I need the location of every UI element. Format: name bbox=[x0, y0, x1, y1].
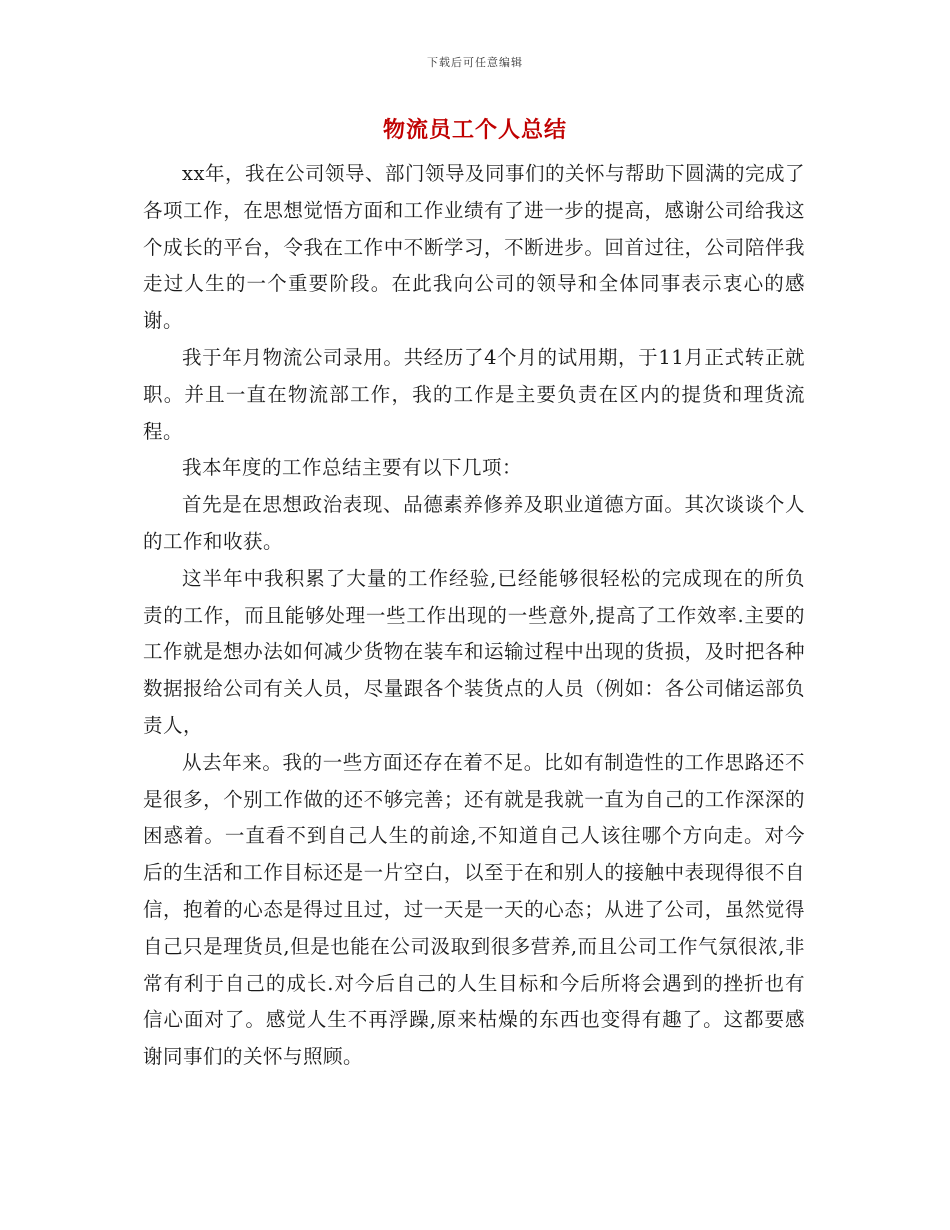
document-title: 物流员工个人总结 bbox=[382, 118, 567, 143]
document-body bbox=[143, 156, 805, 1076]
paragraph-intro: xx年，我在公司领导、部门领导及同事们的关怀与帮助下圆满的完成了各项工作，在思想觉悟方面和工作业绩有了进一步的提高，感谢公司给我这个成长的平台，令我在工作中不断学习，不断进步。回首过往，公司陪伴我走过人生的一个重要阶段。在此我向公司的领导和全体同事表示衷心的感谢。 bbox=[143, 162, 805, 333]
page-header: 下载后可任意编辑 bbox=[427, 56, 523, 69]
paragraph-shortcomings: 从去年来。我的一些方面还存在着不足。比如有制造性的工作思路还不是很多，个别工作做的还不够完善；还有就是我就一直为自己的工作深深的困惑着。一直看不到自己人生的前途,不知道自己人该往哪个方向走。对今后的生活和工作目标还是一片空白，以至于在和别人的接触中表现得很不自信，抱着的心态是得过且过，过一天是一天的心态；从进了公司，虽然觉得自己只是理货员,但是也能在公司汲取到很多营养,而且公司工作气氛很浓,非常有利于自己的成长.对今后自己的人生目标和今后所将会遇到的挫折也有信心面对了。感觉人生不再浮躁,原来枯燥的东西也变得有趣了。这都要感谢同事们的关怀与照顾。 bbox=[143, 750, 805, 1069]
paragraph-first-point: 首先是在思想政治表现、品德素养修养及职业道德方面。其次谈谈个人的工作和收获。 bbox=[143, 493, 805, 553]
paragraph-experience: 这半年中我积累了大量的工作经验,已经能够很轻松的完成现在的所负责的工作，而且能够处理一些工作出现的一些意外,提高了工作效率.主要的工作就是想办法如何减少货物在装车和运输过程中出现的货损，及时把各种数据报给公司有关人员，尽量跟各个装货点的人员（例如：各公司储运部负责人， bbox=[143, 566, 805, 737]
paragraph-employment: 我于年月物流公司录用。共经历了4个月的试用期，于11月正式转正就职。并且一直在物流部工作，我的工作是主要负责在区内的提货和理货流程。 bbox=[143, 345, 805, 443]
paragraph-summary-lead: 我本年度的工作总结主要有以下几项： bbox=[182, 456, 523, 480]
